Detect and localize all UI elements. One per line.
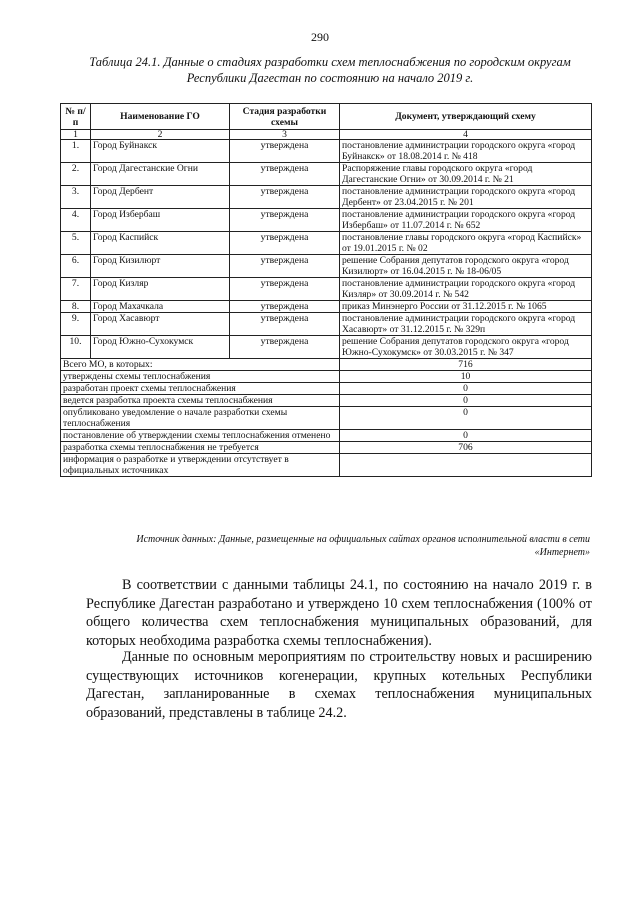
- source-note: Источник данных: Данные, размещенные на официальных сайтах органов исполнительной власти в сети «Интернет»: [136, 534, 590, 558]
- header-number: № п/п: [61, 104, 91, 130]
- summary-label: постановление об утверждении схемы теплоснабжения отменено: [61, 430, 340, 442]
- row-city-name: Город Кизилюрт: [91, 255, 230, 278]
- row-number: 5.: [61, 232, 91, 255]
- row-city-name: Город Кизляр: [91, 278, 230, 301]
- summary-row: [61, 395, 592, 407]
- row-city-name: Город Хасавюрт: [91, 313, 230, 336]
- row-city-name: Город Каспийск: [91, 232, 230, 255]
- table-row: [61, 232, 592, 255]
- row-document: постановление администрации городского округа «город Хасавюрт» от 31.12.2015 г. № 329п: [340, 313, 592, 336]
- row-number: 8.: [61, 301, 91, 313]
- summary-label: Всего МО, в которых:: [61, 359, 340, 371]
- paragraph-1: В соответствии с данными таблицы 24.1, по состоянию на начало 2019 г. в Республике Дагестан разработано и утверждено 10 схем теплоснабжения (100% от общего количества схем теплоснабжения муниципальных образований, для которых необходима разработка схемы теплоснабжения).: [86, 577, 592, 650]
- row-stage: утверждена: [230, 186, 340, 209]
- table-caption: Таблица 24.1. Данные о стадиях разработки схем теплоснабжения по городским округам Республики Дагестан по состоянию на начало 2019 г.: [89, 55, 571, 85]
- row-document: постановление администрации городского округа «город Избербаш» от 11.07.2014 г. № 652: [340, 209, 592, 232]
- table-row: [61, 313, 592, 336]
- row-number: 4.: [61, 209, 91, 232]
- row-number: 2.: [61, 163, 91, 186]
- summary-value: 10: [340, 371, 592, 383]
- row-city-name: Город Буйнакск: [91, 140, 230, 163]
- row-document: постановление администрации городского округа «город Дербент» от 23.04.2015 г. № 201: [340, 186, 592, 209]
- row-number: 3.: [61, 186, 91, 209]
- table-row: [61, 186, 592, 209]
- row-stage: утверждена: [230, 255, 340, 278]
- row-document: решение Собрания депутатов городского округа «город Южно-Сухокумск» от 30.03.2015 г. № 347: [340, 336, 592, 359]
- summary-row: [61, 383, 592, 395]
- header-document: Документ, утверждающий схему: [340, 104, 592, 130]
- header-name: Наименование ГО: [91, 104, 230, 130]
- index-cell: 3: [230, 130, 340, 140]
- summary-value: 706: [340, 442, 592, 454]
- summary-value: 0: [340, 395, 592, 407]
- row-number: 10.: [61, 336, 91, 359]
- row-stage: утверждена: [230, 140, 340, 163]
- row-number: 7.: [61, 278, 91, 301]
- paragraph-2: Данные по основным мероприятиям по строительству новых и расширению существующих источников когенерации, крупных котельных Республики Дагестан, запланированные в схемах теплоснабжения муниципальных образований, представлены в таблице 24.2.: [86, 649, 592, 722]
- row-stage: утверждена: [230, 301, 340, 313]
- summary-row: [61, 359, 592, 371]
- row-stage: утверждена: [230, 163, 340, 186]
- row-document: приказ Минэнерго России от 31.12.2015 г. № 1065: [340, 301, 592, 313]
- row-stage: утверждена: [230, 278, 340, 301]
- table-row: [61, 163, 592, 186]
- summary-label: информация о разработке и утверждении отсутствует в официальных источниках: [61, 454, 340, 477]
- summary-label: утверждены схемы теплоснабжения: [61, 371, 340, 383]
- row-document: постановление главы городского округа «город Каспийск» от 19.01.2015 г. № 02: [340, 232, 592, 255]
- index-cell: 1: [61, 130, 91, 140]
- row-stage: утверждена: [230, 232, 340, 255]
- index-cell: 2: [91, 130, 230, 140]
- row-city-name: Город Дербент: [91, 186, 230, 209]
- summary-row: [61, 430, 592, 442]
- header-stage: Стадия разработки схемы: [230, 104, 340, 130]
- row-city-name: Город Избербаш: [91, 209, 230, 232]
- summary-row: [61, 371, 592, 383]
- row-city-name: Город Южно-Сухокумск: [91, 336, 230, 359]
- row-document: решение Собрания депутатов городского округа «город Кизилюрт» от 16.04.2015 г. № 18-06/05: [340, 255, 592, 278]
- summary-row: [61, 407, 592, 430]
- summary-label: разработан проект схемы теплоснабжения: [61, 383, 340, 395]
- row-number: 6.: [61, 255, 91, 278]
- row-city-name: Город Дагестанские Огни: [91, 163, 230, 186]
- summary-row: [61, 454, 592, 477]
- row-document: постановление администрации городского округа «город Буйнакск» от 18.08.2014 г. № 418: [340, 140, 592, 163]
- table-row: [61, 140, 592, 163]
- summary-label: ведется разработка проекта схемы теплоснабжения: [61, 395, 340, 407]
- table-row: [61, 278, 592, 301]
- summary-value: [340, 454, 592, 477]
- table-row: [61, 255, 592, 278]
- row-stage: утверждена: [230, 313, 340, 336]
- summary-label: разработка схемы теплоснабжения не требуется: [61, 442, 340, 454]
- heat-supply-schemes-table: [60, 103, 592, 477]
- table-row: [61, 209, 592, 232]
- summary-value: 0: [340, 407, 592, 430]
- row-document: постановление администрации городского округа «город Кизляр» от 30.09.2014 г. № 542: [340, 278, 592, 301]
- index-cell: 4: [340, 130, 592, 140]
- summary-value: 716: [340, 359, 592, 371]
- row-number: 1.: [61, 140, 91, 163]
- summary-value: 0: [340, 383, 592, 395]
- summary-label: опубликовано уведомление о начале разработки схемы теплоснабжения: [61, 407, 340, 430]
- column-index-row: [61, 130, 592, 140]
- summary-row: [61, 442, 592, 454]
- page-number: 290: [311, 30, 329, 44]
- summary-value: 0: [340, 430, 592, 442]
- row-document: Распоряжение главы городского округа «город Дагестанские Огни» от 30.09.2014 г. № 21: [340, 163, 592, 186]
- row-stage: утверждена: [230, 209, 340, 232]
- table-row: [61, 301, 592, 313]
- table-row: [61, 336, 592, 359]
- row-number: 9.: [61, 313, 91, 336]
- row-city-name: Город Махачкала: [91, 301, 230, 313]
- row-stage: утверждена: [230, 336, 340, 359]
